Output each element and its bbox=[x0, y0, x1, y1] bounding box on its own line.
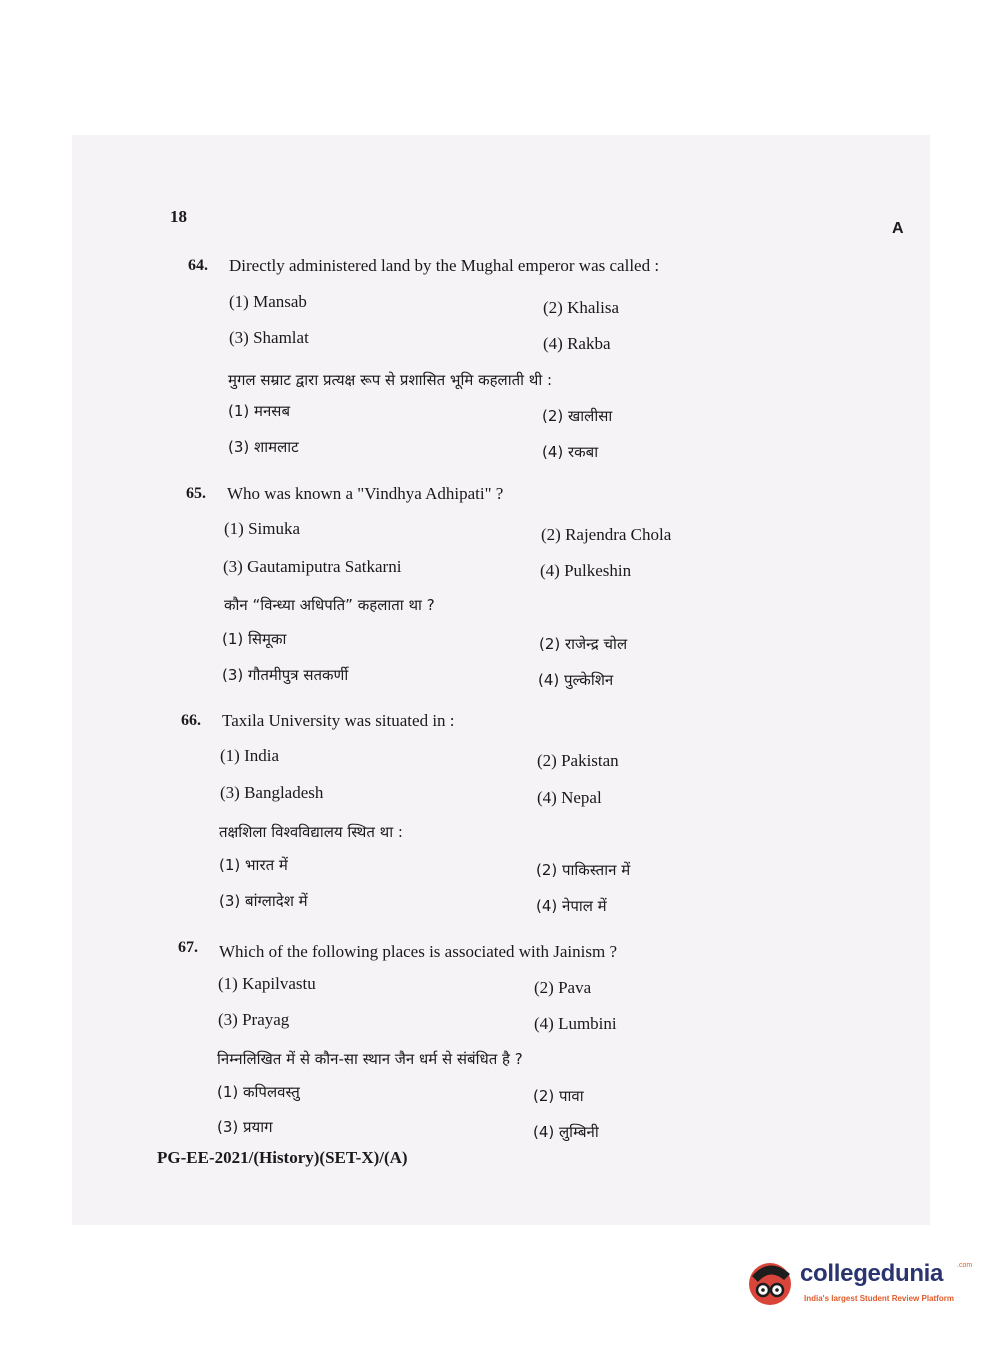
option-hindi: (4) लुम्बिनी bbox=[533, 1123, 599, 1141]
question-number: 64. bbox=[188, 257, 208, 274]
option: (1) Mansab bbox=[229, 292, 307, 311]
option-hindi: (2) राजेन्द्र चोल bbox=[539, 635, 628, 653]
option-hindi: (1) भारत में bbox=[219, 856, 288, 874]
option: (4) Pulkeshin bbox=[540, 561, 632, 580]
logo-tagline: India's largest Student Review Platform bbox=[804, 1294, 954, 1303]
option-hindi: (1) कपिलवस्तु bbox=[217, 1083, 300, 1101]
option: (3) Shamlat bbox=[229, 328, 309, 347]
option: (1) India bbox=[220, 746, 280, 765]
question-number: 66. bbox=[181, 712, 201, 729]
option-hindi: (2) खालीसा bbox=[542, 407, 613, 425]
option: (3) Bangladesh bbox=[220, 783, 324, 802]
option-hindi: (4) रकबा bbox=[542, 443, 599, 461]
option: (2) Rajendra Chola bbox=[541, 525, 672, 544]
logo-suffix: .com bbox=[957, 1262, 973, 1269]
option-hindi: (2) पाकिस्तान में bbox=[536, 861, 631, 879]
option-hindi: (4) नेपाल में bbox=[536, 897, 607, 915]
question-text-hindi: तक्षशिला विश्वविद्यालय स्थित था : bbox=[219, 823, 403, 841]
question-number: 67. bbox=[178, 939, 198, 956]
option-hindi: (3) बांग्लादेश में bbox=[219, 892, 308, 910]
option: (2) Khalisa bbox=[543, 298, 620, 317]
option-hindi: (3) प्रयाग bbox=[217, 1118, 273, 1136]
mascot-icon bbox=[744, 1254, 800, 1314]
question-text-hindi: निम्नलिखित में से कौन-सा स्थान जैन धर्म से संबंधित है ? bbox=[217, 1050, 523, 1068]
question-text: Directly administered land by the Mughal emperor was called : bbox=[229, 256, 660, 275]
option-hindi: (4) पुल्केशिन bbox=[538, 671, 614, 689]
question-text-hindi: कौन “विन्ध्या अधिपति” कहलाता था ? bbox=[224, 596, 435, 614]
option-hindi: (3) शामलाट bbox=[228, 438, 299, 456]
option: (4) Lumbini bbox=[534, 1014, 617, 1033]
exam-code-footer: PG-EE-2021/(History)(SET-X)/(A) bbox=[157, 1148, 408, 1167]
option: (4) Rakba bbox=[543, 334, 611, 353]
option-hindi: (3) गौतमीपुत्र सतकर्णी bbox=[222, 666, 349, 684]
option: (2) Pakistan bbox=[537, 751, 619, 770]
page-number: 18 bbox=[170, 207, 187, 226]
option: (4) Nepal bbox=[537, 788, 602, 807]
option: (3) Prayag bbox=[218, 1010, 290, 1029]
option: (1) Simuka bbox=[224, 519, 301, 538]
option-hindi: (1) सिमूका bbox=[222, 630, 287, 648]
question-number: 65. bbox=[186, 485, 206, 502]
question-text: Taxila University was situated in : bbox=[222, 711, 455, 730]
option: (1) Kapilvastu bbox=[218, 974, 316, 993]
question-text: Who was known a "Vindhya Adhipati" ? bbox=[227, 484, 504, 503]
option-hindi: (1) मनसब bbox=[228, 402, 291, 420]
question-text-hindi: मुगल सम्राट द्वारा प्रत्यक्ष रूप से प्रशासित भूमि कहलाती थी : bbox=[228, 371, 553, 389]
collegedunia-watermark bbox=[744, 1254, 974, 1314]
set-letter: A bbox=[892, 220, 904, 237]
question-text: Which of the following places is associated with Jainism ? bbox=[219, 942, 617, 961]
option-hindi: (2) पावा bbox=[533, 1087, 584, 1105]
option: (3) Gautamiputra Satkarni bbox=[223, 557, 402, 576]
option: (2) Pava bbox=[534, 978, 592, 997]
logo-wordmark: collegedunia bbox=[800, 1260, 944, 1287]
